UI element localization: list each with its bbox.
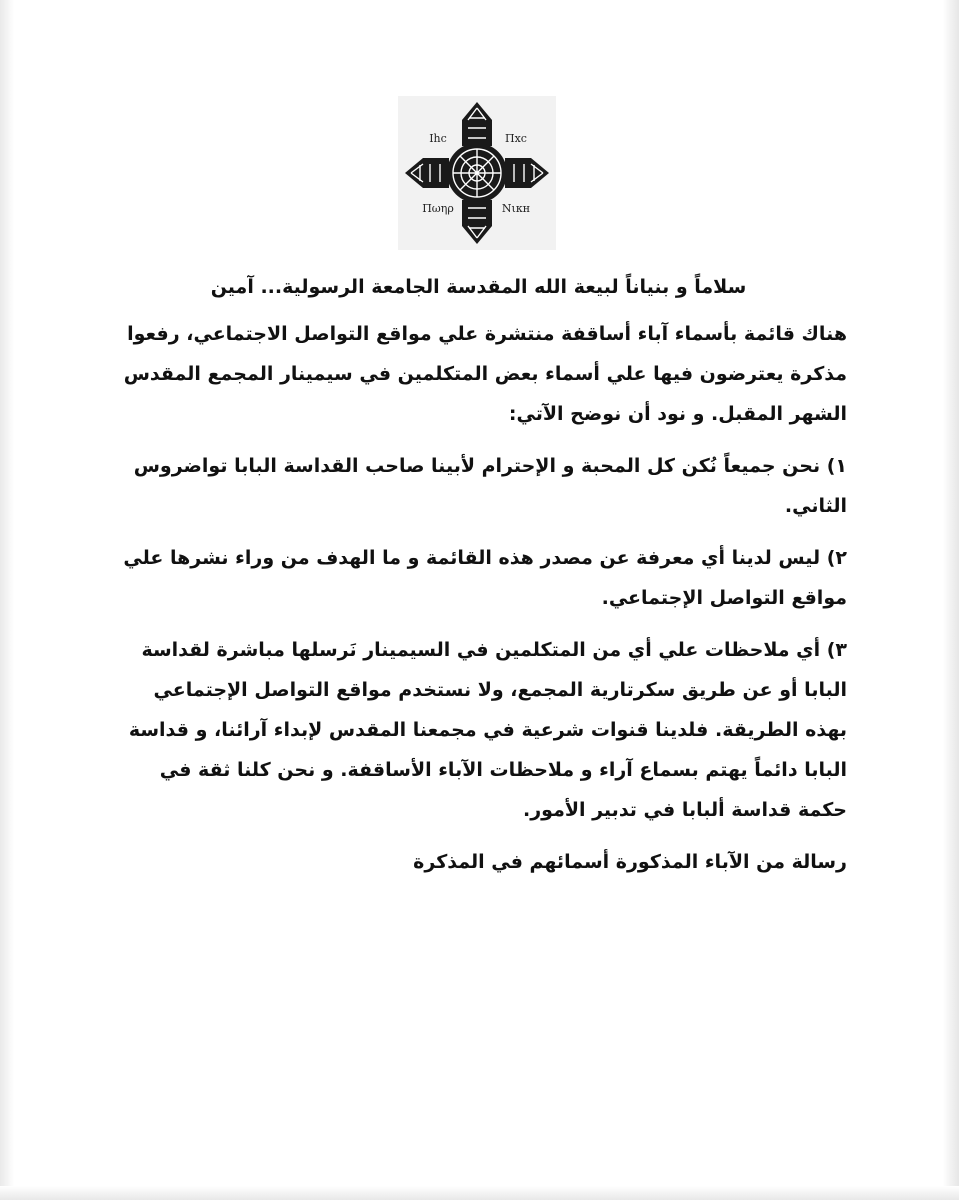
logo-letters-bottom-left: Πωηρ <box>422 202 454 215</box>
signature-line: رسالة من الآباء المذكورة أسمائهم في المذكرة <box>413 851 847 873</box>
coptic-cross-icon <box>398 96 556 250</box>
point-2: ٢) ليس لدينا أي معرفة عن مصدر هذه القائمة و ما الهدف من وراء نشرها علي مواقع التواصل الإجتماعي. <box>123 547 847 609</box>
logo-letters-top-left: Ihc <box>429 132 447 145</box>
paper-edge-bottom <box>0 1186 959 1200</box>
letter-body <box>110 268 847 882</box>
logo-letters-top-right: Πxc <box>505 132 527 145</box>
point-1: ١) نحن جميعاً نُكن كل المحبة و الإحترام لأبينا صاحب القداسة البابا تواضروس الثاني. <box>133 455 847 517</box>
point-3: ٣) أي ملاحظات علي أي من المتكلمين في السيمينار نَرسلها مباشرة لقداسة البابا أو عن طريق سكرتارية المجمع، ولا نستخدم مواقع التواصل الإجتماعي بهذه الطريقة. فلدينا قنوات شرعية في مجمعنا المقدس لإبداء آرائنا، و قداسة البابا دائماً يهتم بسماع آراء و ملاحظات الآباء الأساقفة. و نحن كلنا ثقة في حكمة قداسة ألبابا في تدبير الأمور. <box>128 639 847 821</box>
paper-edge-left <box>0 0 14 1200</box>
coptic-cross-logo <box>398 96 556 250</box>
paper-edge-right <box>943 0 959 1200</box>
greeting-line: سلاماً و بنياناً لبيعة الله المقدسة الجامعة الرسولية... آمين <box>210 276 747 298</box>
intro-paragraph: هناك قائمة بأسماء آباء أساقفة منتشرة علي مواقع التواصل الاجتماعي، رفعوا مذكرة يعترضون فيها علي أسماء بعض المتكلمين في سيمينار المجمع المقدس الشهر المقبل. و نود أن نوضح الآتي: <box>123 323 847 425</box>
logo-letters-bottom-right: Νιкн <box>501 202 531 215</box>
